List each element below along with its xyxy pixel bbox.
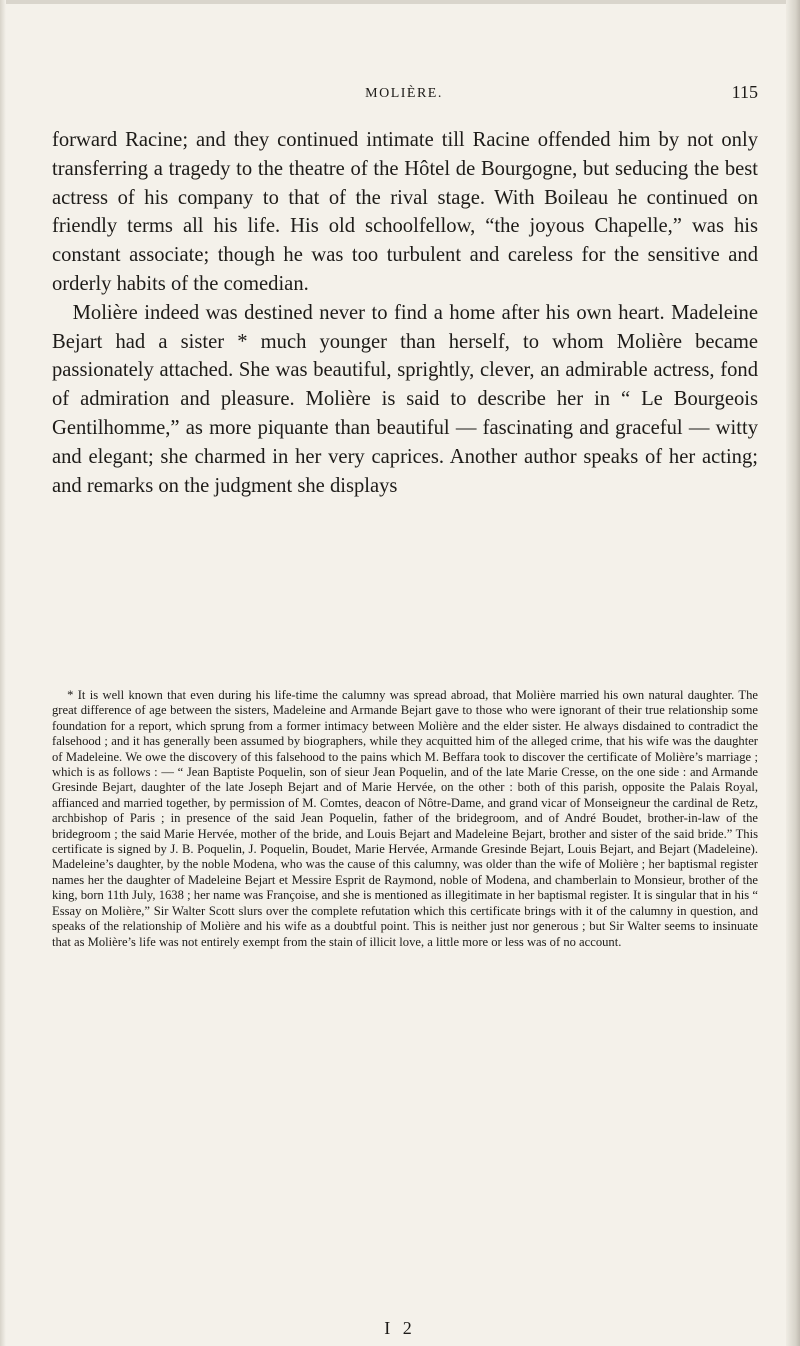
main-text (52, 126, 758, 500)
paragraph: forward Racine; and they continued intimate till Racine offended him by not only transferring a tragedy to the theatre of the Hôtel de Bourgogne, but seducing the best actress of his company to that of the rival stage. With Boileau he continued on friendly terms all his life. His old schoolfellow, “the joyous Chapelle,” was his constant associate; though he was too turbulent and careless for the sensitive and orderly habits of the comedian. (52, 129, 758, 295)
footnote-text: * It is well known that even during his life-time the calumny was spread abroad, that Molière married his own natural daughter. The great difference of age between the sisters, Madeleine and Armande Bejart gave to those who were ignorant of their true relationship some foundation for a report, which sprung from a former intimacy between Molière and the elder sister. He always disdained to contradict the falsehood ; and it has generally been assumed by biographers, while they acquitted him of the alleged crime, that his wife was the daughter of Madeleine. We owe the discovery of this falsehood to the pains which M. Beffara took to discover the certificate of Molière’s marriage ; which is as follows : — “ Jean Baptiste Poquelin, son of sieur Jean Poquelin, and of the late Marie Cresse, on the one side : and Armande Gresinde Bejart, daughter of the late Joseph Bejart and of Marie Hervée, on the other : both of this parish, opposite the Palais Royal, affianced and married together, by permission of M. Comtes, deacon of Nôtre-Dame, and grand vicar of Monseigneur the cardinal de Retz, archbishop of Paris ; in presence of the said Jean Poquelin, father of the bridegroom, and of André Boudet, brother-in-law of the bridegroom ; the said Marie Hervée, mother of the bride, and Louis Bejart and Madeleine Bejart, brother and sister of the said bride.” This certificate is signed by J. B. Poquelin, J. Poquelin, Boudet, Marie Hervée, Armande Gresinde Bejart, Louis Bejart, and Bejart (Madeleine). Madeleine’s daughter, by the noble Modena, who was the cause of this calumny, was older than the wife of Molière ; her baptismal register names her the daughter of Madeleine Bejart et Messire Esprit de Raymond, noble of Modena, and chamberlain to Monsieur, brother of the king, born 11th July, 1638 ; her name was Françoise, and she is mentioned as illegitimate in her baptismal register. It is singular that in his “ Essay on Molière,” Sir Walter Scott slurs over the complete refutation which this certificate brings with it of the calumny in question, and speaks of the relationship of Molière and his wife as a doubtful point. This is neither just nor generous ; but Sir Walter seems to insinuate that as Molière’s life was not entirely exempt from the stain of illicit love, a little more or less was of no account. (52, 688, 758, 949)
footnote (52, 688, 758, 950)
page-top-edge (0, 0, 800, 4)
page-header (50, 82, 758, 112)
page-number: 115 (731, 82, 758, 102)
running-head: MOLIÈRE. (365, 86, 443, 101)
signature-mark: I 2 (384, 1318, 416, 1338)
paragraph: Molière indeed was destined never to find a home after his own heart. Madeleine Bejart had a sister * much younger than herself, to whom Molière became passionately attached. She was beautiful, sprightly, clever, an admirable actress, fond of admiration and pleasure. Molière is said to describe her in “ Le Bourgeois Gentilhomme,” as more piquante than beautiful — fascinating and graceful — witty and elegant; she charmed in her very caprices. Another author speaks of her acting; and remarks on the judgment she displays (52, 301, 758, 497)
page-left-edge (0, 0, 6, 1346)
page-right-edge (786, 0, 800, 1346)
